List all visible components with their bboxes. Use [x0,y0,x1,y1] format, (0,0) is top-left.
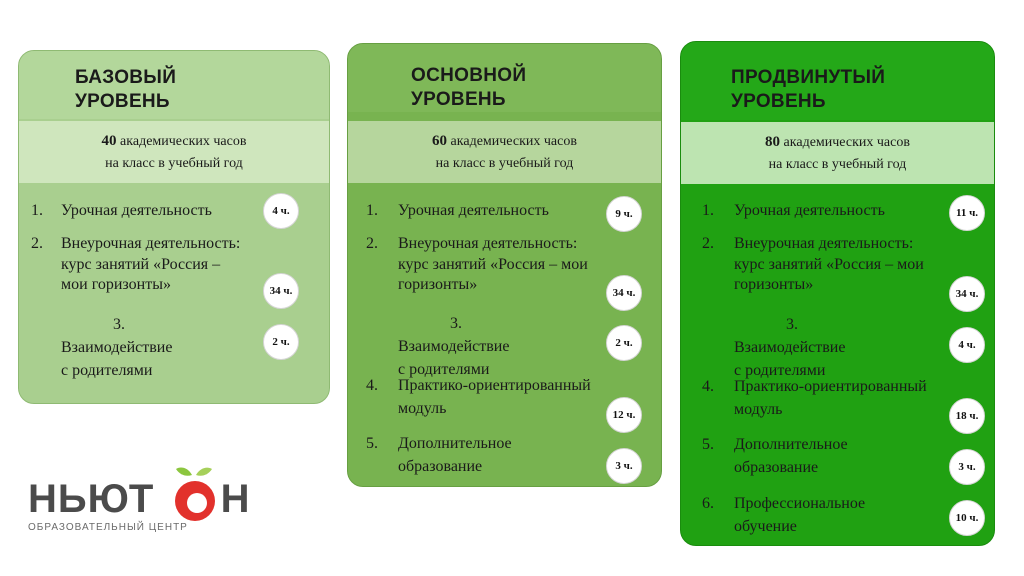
hours-value: 60 [432,133,448,149]
hours-panel [681,122,994,184]
level-card-basic [18,50,330,404]
hours-badge: 18 ч. [949,398,985,434]
list-item: 2. Внеурочная деятельность: курс занятий «Россия – мои горизонты» [366,235,588,293]
hours-sublabel: на класс в учебный год [105,156,243,171]
hours-badge: 4 ч. [263,193,299,229]
level-card-main [347,43,662,487]
list-item: 4. Практико-ориентированный модуль [366,377,591,417]
hours-sublabel: на класс в учебный год [768,157,907,172]
list-item: 4. Практико-ориентированный модуль [702,378,927,418]
list-item: 1. Урочная деятельность [702,202,885,219]
hours-badge: 11 ч. [949,195,985,231]
hours-panel [348,121,661,183]
hours-label: академических часов [447,134,577,149]
hours-badge: 12 ч. [606,397,642,433]
level-card-advanced [680,41,995,546]
list-item: 5. Дополнительное образование [702,436,848,476]
hours-badge: 2 ч. [263,324,299,360]
logo-subtitle: ОБРАЗОВАТЕЛЬНЫЙ ЦЕНТР [28,522,188,533]
list-item: 2. Внеурочная деятельность: курс занятий «Россия – мои горизонты» [702,235,924,293]
list-item: 3. Взаимодействие с родителями [398,315,510,378]
hours-badge: 2 ч. [606,325,642,361]
hours-badge: 3 ч. [606,448,642,484]
hours-badge: 10 ч. [949,500,985,536]
list-item: 2. Внеурочная деятельность: курс занятий «Россия – мои горизонты» [31,235,241,293]
hours-panel [19,121,329,183]
card-title: БАЗОВЫЙ УРОВЕНЬ [75,67,177,112]
newton-logo [28,465,268,535]
hours-value: 40 [101,133,117,149]
hours-value: 80 [765,134,781,150]
logo-wordmark: НЬЮТ Н [28,477,251,521]
list-item: 1. Урочная деятельность [366,202,549,219]
apple-ring-icon [170,465,226,527]
list-item: 5. Дополнительное образование [366,435,512,475]
hours-badge: 3 ч. [949,449,985,485]
hours-badge: 34 ч. [263,273,299,309]
hours-badge: 34 ч. [949,276,985,312]
card-title: ОСНОВНОЙ УРОВЕНЬ [411,65,527,110]
list-item: 3. Взаимодействие с родителями [61,316,173,379]
list-item: 3. Взаимодействие с родителями [734,316,846,379]
card-title: ПРОДВИНУТЫЙ УРОВЕНЬ [731,67,886,112]
hours-badge: 34 ч. [606,275,642,311]
hours-label: академических часов [116,134,247,149]
hours-label: академических часов [780,135,910,150]
list-item: 1. Урочная деятельность [31,202,212,219]
hours-badge: 4 ч. [949,327,985,363]
hours-badge: 9 ч. [606,196,642,232]
hours-sublabel: на класс в учебный год [435,156,574,171]
list-item: 6. Профессиональное обучение [702,495,866,535]
